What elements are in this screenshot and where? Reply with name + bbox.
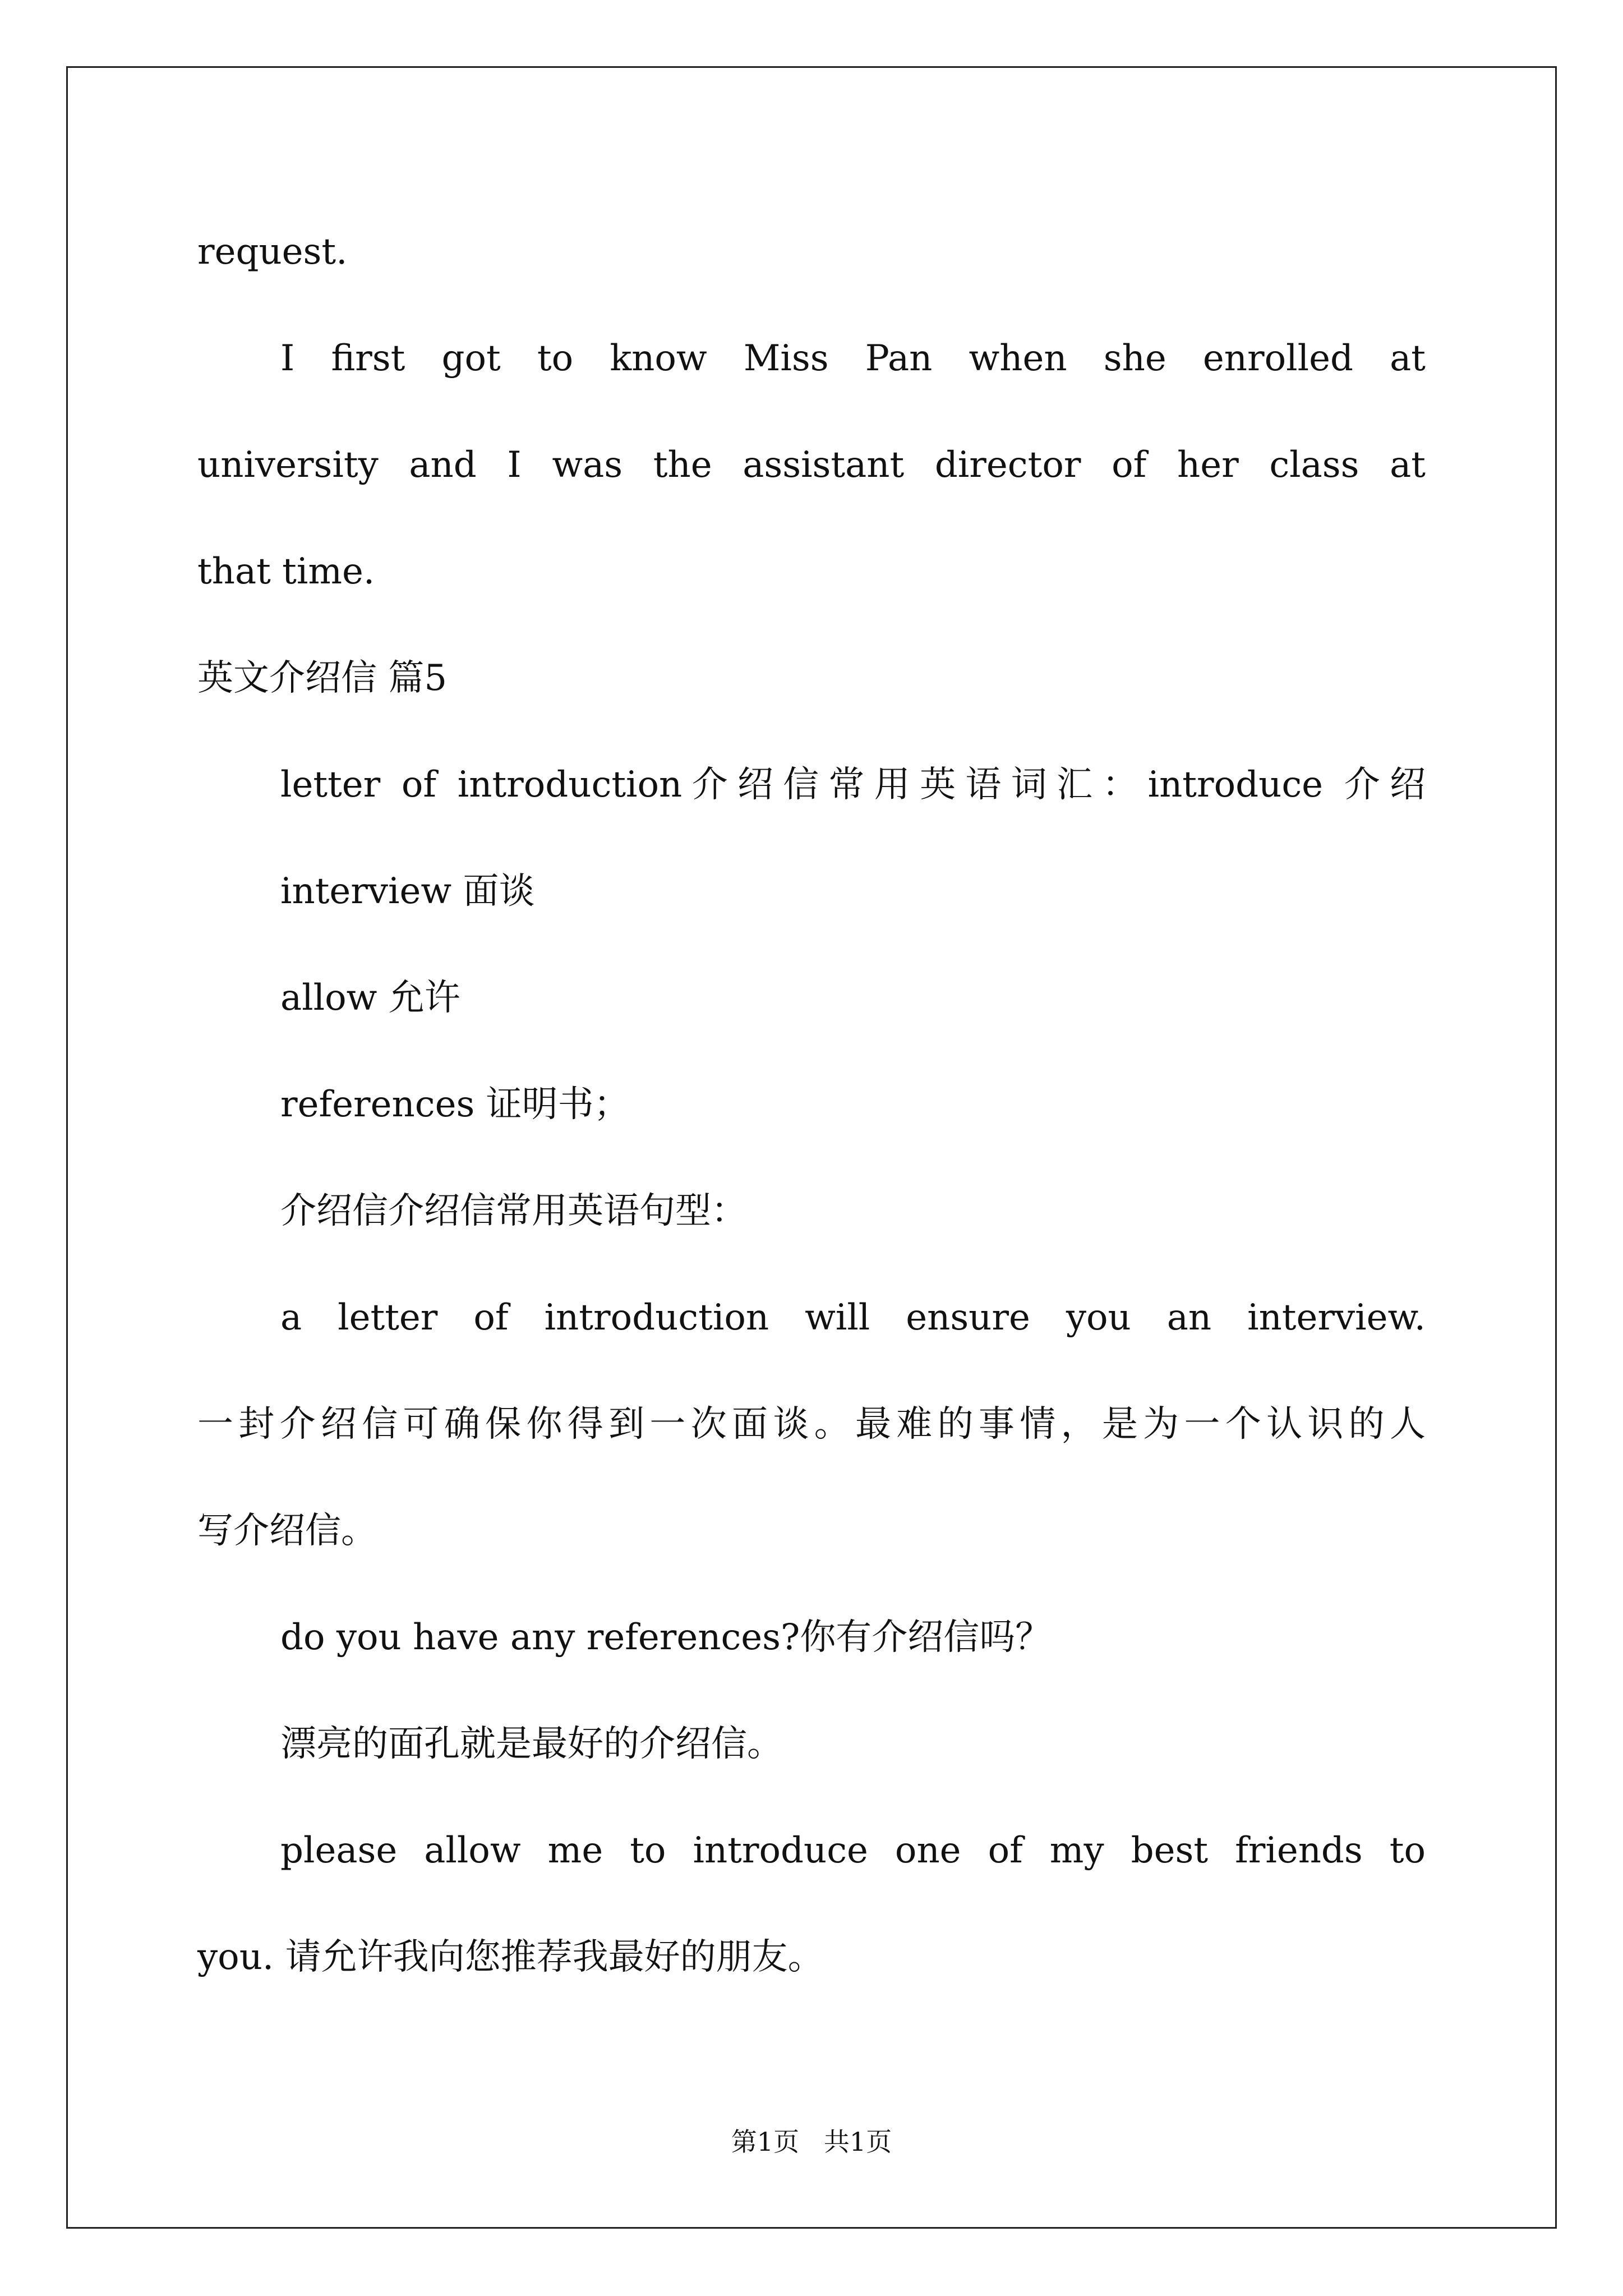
text-line-university: university and I was the assistant director of her class at — [197, 444, 1426, 486]
section-heading: 英文介绍信 篇5 — [197, 657, 448, 699]
text-line-first-met: I first got to know Miss Pan when she enrolled at — [280, 338, 1426, 379]
text-line-references: references 证明书； — [280, 1084, 630, 1125]
text-line-ensure-interview: a letter of introduction will ensure you an interview. — [280, 1297, 1426, 1338]
text-line-interview: interview 面谈 — [280, 871, 535, 912]
text-line-request: request. — [197, 231, 348, 273]
text-line-that-time: that time. — [197, 551, 375, 592]
page-footer: 第1页 共1页 — [731, 2127, 892, 2157]
page-border — [66, 66, 1557, 2229]
text-line-write-letter: 写介绍信。 — [197, 1510, 377, 1552]
text-line-sentence-patterns: 介绍信介绍信常用英语句型： — [280, 1190, 747, 1232]
text-line-chinese-translation: 一封介绍信可确保你得到一次面谈。最难的事情，是为一个认识的人 — [197, 1404, 1426, 1445]
text-line-allow: allow 允许 — [280, 977, 460, 1019]
text-line-you-translation: you. 请允许我向您推荐我最好的朋友。 — [197, 1936, 824, 1978]
text-line-vocabulary: letter of introduction介绍信常用英语词汇：introduce 介绍 — [280, 764, 1426, 806]
text-line-pretty-face: 漂亮的面孔就是最好的介绍信。 — [280, 1723, 783, 1765]
text-line-allow-introduce: please allow me to introduce one of my best friends to — [280, 1830, 1426, 1871]
text-line-any-references: do you have any references?你有介绍信吗？ — [280, 1617, 1052, 1658]
